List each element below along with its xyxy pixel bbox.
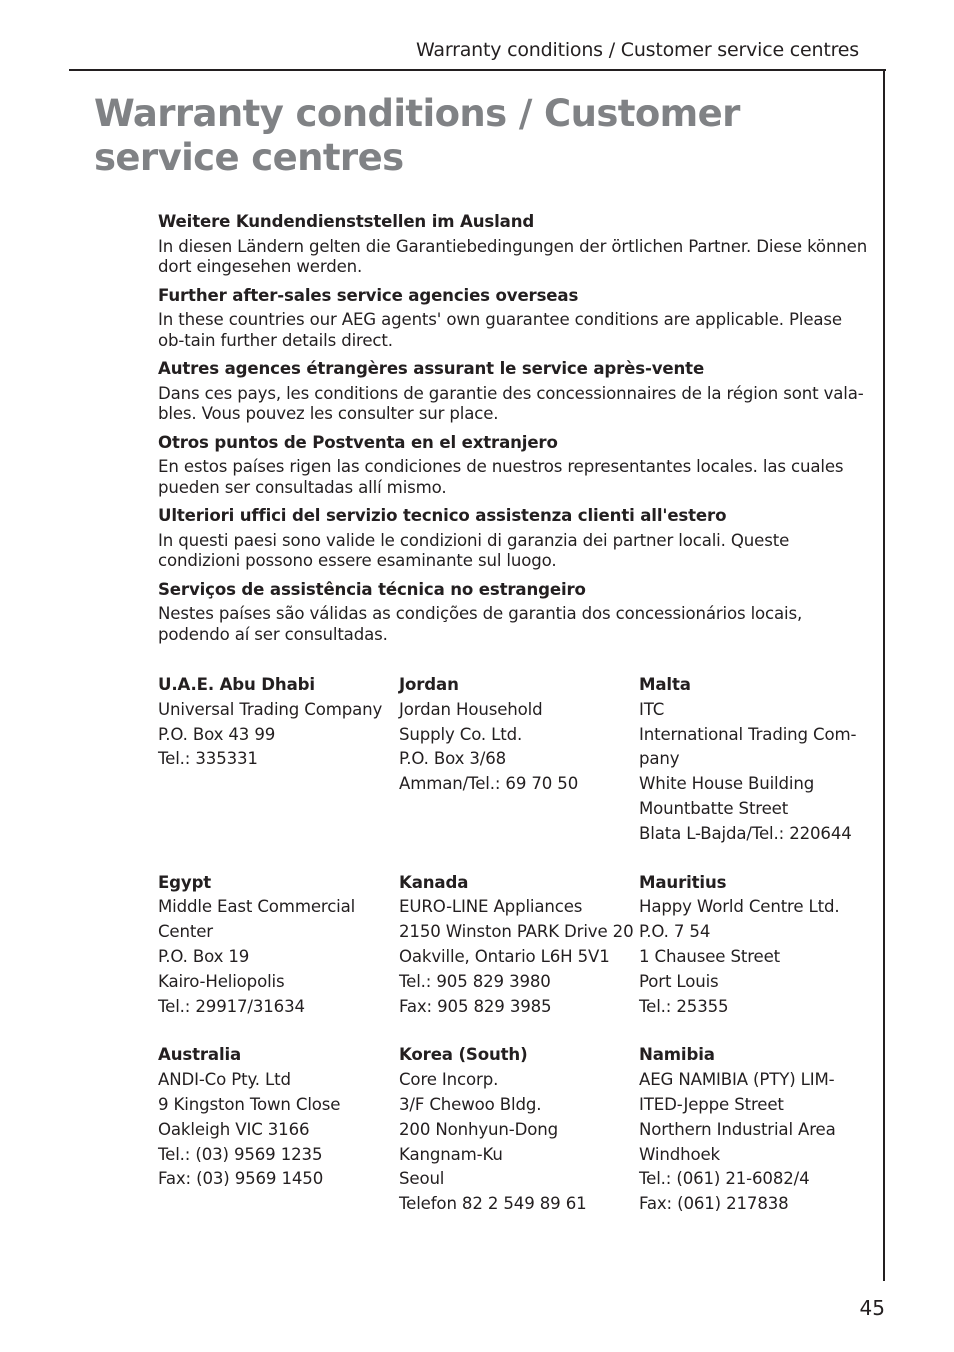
intro-block-french (158, 359, 868, 425)
address-country: Egypt (158, 872, 212, 892)
intro-block-german (158, 212, 868, 278)
address-egypt (158, 871, 399, 1020)
intro-body: Dans ces pays, les conditions de garantie des concessionnaires de la région sont vala-bles. Vous pouvez les consulter sur place. (158, 383, 864, 423)
address-line: Fax: (03) 9569 1450 (158, 1169, 324, 1189)
address-line: Tel.: 29917/31634 (158, 996, 305, 1016)
intro-heading: Further after-sales service agencies overseas (158, 285, 579, 305)
intro-block-spanish (158, 433, 868, 499)
address-line: Middle East Commercial (158, 897, 356, 917)
address-country: Mauritius (639, 872, 727, 892)
address-country: Namibia (639, 1045, 715, 1065)
address-line: Port Louis (639, 971, 719, 991)
address-line: Tel.: 25355 (639, 996, 729, 1016)
address-line: Universal Trading Company (158, 699, 383, 719)
address-line: Telefon 82 2 549 89 61 (399, 1194, 587, 1214)
address-line: Seoul (399, 1169, 445, 1189)
page-number: 45 (859, 1296, 885, 1320)
intro-body: En estos países rigen las condiciones de nuestros representantes locales. las cuales pueden ser consultadas allí mismo. (158, 457, 844, 497)
address-line: Fax: 905 829 3985 (399, 996, 552, 1016)
address-line: Center (158, 922, 213, 942)
address-country: Jordan (399, 675, 459, 694)
address-jordan (399, 673, 639, 847)
address-mauritius (639, 871, 878, 1020)
address-line: Kangnam-Ku (399, 1144, 503, 1164)
intro-heading: Serviços de assistência técnica no estrangeiro (158, 579, 586, 599)
address-line: Northern Industrial Area (639, 1119, 836, 1139)
address-country: Malta (639, 675, 691, 694)
address-line: 200 Nonhyun-Dong (399, 1119, 558, 1139)
address-malta (639, 673, 878, 847)
address-line: Amman/Tel.: 69 70 50 (399, 774, 579, 794)
address-line: P.O. 7 54 (639, 922, 711, 942)
intro-section (158, 212, 868, 653)
address-line: EURO-LINE Appliances (399, 897, 583, 917)
address-country: U.A.E. Abu Dhabi (158, 675, 315, 694)
address-row (158, 1043, 878, 1217)
intro-block-english (158, 286, 868, 352)
intro-heading: Autres agences étrangères assurant le service après-vente (158, 359, 705, 378)
address-line: International Trading Com- (639, 724, 857, 744)
address-line: Happy World Centre Ltd. (639, 897, 840, 917)
intro-body: In questi paesi sono valide le condizioni di garanzia dei partner locali. Queste condizioni possono essere esaminante sul luogo. (158, 530, 790, 570)
address-kanada (399, 871, 639, 1020)
address-row (158, 871, 878, 1020)
address-line: Oakville, Ontario L6H 5V1 (399, 946, 610, 966)
address-australia (158, 1043, 399, 1217)
address-line: Tel.: 905 829 3980 (399, 971, 551, 991)
address-line: ITED-Jeppe Street (639, 1094, 784, 1114)
address-grid (158, 673, 878, 1217)
address-line: Tel.: (061) 21-6082/4 (639, 1169, 810, 1189)
address-line: 1 Chausee Street (639, 946, 780, 966)
intro-heading: Ulteriori uffici del servizio tecnico assistenza clienti all'estero (158, 506, 727, 525)
address-country: Australia (158, 1045, 242, 1065)
running-header: Warranty conditions / Customer service centres (416, 39, 859, 61)
address-line: Tel.: 335331 (158, 749, 258, 769)
intro-block-portuguese (158, 580, 868, 646)
address-row (158, 673, 878, 847)
intro-heading: Otros puntos de Postventa en el extranjero (158, 432, 558, 452)
header-rule (69, 69, 886, 71)
intro-block-italian (158, 506, 868, 572)
address-country: Korea (South) (399, 1045, 528, 1065)
address-line: Tel.: (03) 9569 1235 (158, 1144, 323, 1164)
page-title: Warranty conditions / Customer service centres (94, 92, 740, 179)
address-line: Mountbatte Street (639, 798, 789, 818)
address-line: P.O. Box 43 99 (158, 724, 276, 744)
address-line: ITC (639, 699, 665, 719)
address-line: AEG NAMIBIA (PTY) LIM- (639, 1070, 835, 1090)
address-namibia (639, 1043, 878, 1217)
margin-rule (883, 69, 885, 1281)
intro-heading: Weitere Kundendienststellen im Ausland (158, 212, 535, 231)
address-line: Kairo-Heliopolis (158, 971, 285, 991)
address-country: Kanada (399, 872, 469, 892)
intro-body: In diesen Ländern gelten die Garantiebedingungen der örtlichen Partner. Diese können dort eingesehen werden. (158, 236, 868, 276)
address-line: 9 Kingston Town Close (158, 1094, 341, 1114)
address-line: Supply Co. Ltd. (399, 724, 523, 744)
address-uae (158, 673, 399, 847)
intro-body: Nestes países são válidas as condições de garantia dos concessionários locais, podendo aí ser consultadas. (158, 604, 803, 644)
intro-body: In these countries our AEG agents' own guarantee conditions are applicable. Please ob-tain further details direct. (158, 310, 842, 350)
address-line: Oakleigh VIC 3166 (158, 1119, 310, 1139)
address-line: 3/F Chewoo Bldg. (399, 1094, 542, 1114)
address-line: Windhoek (639, 1144, 720, 1164)
address-line: P.O. Box 19 (158, 946, 250, 966)
address-line: Blata L-Bajda/Tel.: 220644 (639, 823, 852, 843)
address-line: White House Building (639, 774, 815, 794)
address-korea-south (399, 1043, 639, 1217)
address-line: P.O. Box 3/68 (399, 749, 507, 769)
address-line: Jordan Household (399, 699, 543, 719)
address-line: ANDI-Co Pty. Ltd (158, 1070, 291, 1090)
address-line: pany (639, 749, 680, 769)
address-line: 2150 Winston PARK Drive 20 (399, 922, 634, 942)
address-line: Fax: (061) 217838 (639, 1194, 789, 1214)
address-line: Core Incorp. (399, 1070, 499, 1090)
